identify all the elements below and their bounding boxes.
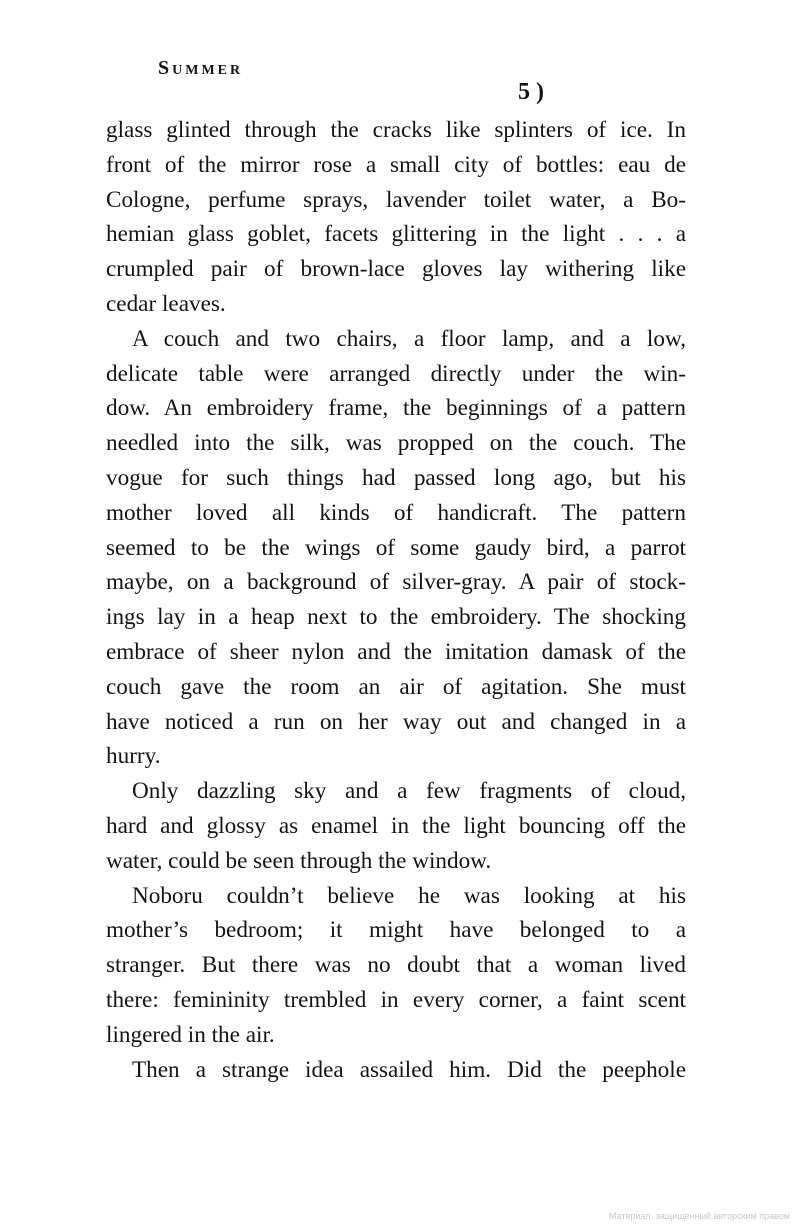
text-line: stranger. But there was no doubt that a woman lived bbox=[106, 952, 686, 979]
text-line: cedar leaves. bbox=[106, 290, 226, 317]
text-line: seemed to be the wings of some gaudy bird, a parrot bbox=[106, 534, 686, 561]
text-line: mother’s bedroom; it might have belonged to a bbox=[106, 917, 686, 944]
text-line: hemian glass goblet, facets glittering in the light . . . a bbox=[106, 221, 686, 248]
copyright-watermark: Материал, защищенный авторским правом bbox=[608, 1211, 790, 1221]
text-line: ings lay in a heap next to the embroidery. The shocking bbox=[106, 604, 686, 631]
text-line: lingered in the air. bbox=[106, 1021, 275, 1048]
text-line: maybe, on a background of silver-gray. A pair of stock- bbox=[106, 569, 686, 596]
text-line: front of the mirror rose a small city of bottles: eau de bbox=[106, 151, 686, 178]
text-line: Then a strange idea assailed him. Did the peephole bbox=[132, 1056, 686, 1083]
text-line: water, could be seen through the window. bbox=[106, 847, 492, 874]
text-line: vogue for such things had passed long ago, but his bbox=[106, 464, 686, 491]
page-body bbox=[106, 113, 686, 1087]
text-line: delicate table were arranged directly under the win- bbox=[106, 360, 686, 387]
text-line: Only dazzling sky and a few fragments of cloud, bbox=[132, 778, 686, 805]
text-line: hurry. bbox=[106, 743, 161, 770]
text-line: Cologne, perfume sprays, lavender toilet water, a Bo- bbox=[106, 186, 686, 213]
page-number: 5 ) bbox=[518, 79, 544, 105]
text-line: mother loved all kinds of handicraft. The pattern bbox=[106, 499, 686, 526]
text-line: there: femininity trembled in every corner, a faint scent bbox=[106, 986, 686, 1013]
text-line: dow. An embroidery frame, the beginnings of a pattern bbox=[106, 395, 686, 422]
text-line: needled into the silk, was propped on the couch. The bbox=[106, 430, 686, 457]
text-line: Noboru couldn’t believe he was looking at his bbox=[132, 882, 686, 909]
text-line: embrace of sheer nylon and the imitation damask of the bbox=[106, 638, 686, 665]
running-head: Summer bbox=[158, 57, 244, 79]
text-line: glass glinted through the cracks like splinters of ice. In bbox=[106, 117, 686, 143]
text-line: couch gave the room an air of agitation. She must bbox=[106, 673, 686, 700]
text-line: have noticed a run on her way out and changed in a bbox=[106, 708, 686, 735]
text-line: hard and glossy as enamel in the light bouncing off the bbox=[106, 812, 686, 839]
text-line: A couch and two chairs, a floor lamp, and a low, bbox=[132, 325, 686, 352]
text-line: crumpled pair of brown-lace gloves lay withering like bbox=[106, 256, 686, 283]
